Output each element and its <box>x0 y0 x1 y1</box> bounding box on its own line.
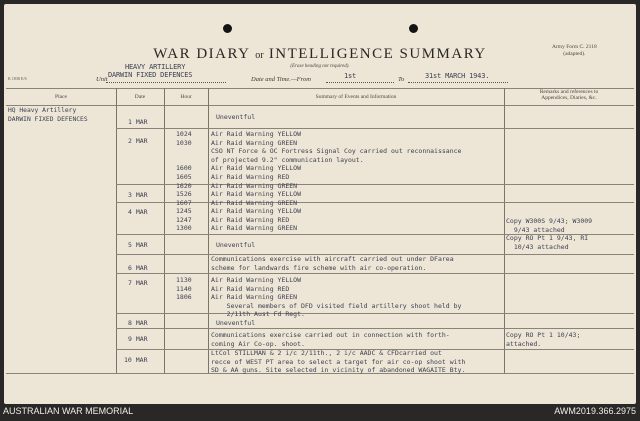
hour-cell: 1245 1247 1300 <box>176 207 192 233</box>
title-or: or <box>255 50 264 61</box>
summary-cell: Uneventful <box>216 241 256 249</box>
place-line2: DARWIN FIXED DEFENCES <box>8 115 88 123</box>
summary-cell: Air Raid Warning YELLOW Air Raid Warning GREEN CSO NT Force & OC Fortress Signal Coy carried out reconnaissance of projected 9.2" communication layout. Air Raid Warning YELLOW Air Raid Warning RED Air Raid Warning GREEN <box>211 130 462 190</box>
col-header-summary: Summary of Events and Information <box>315 94 397 100</box>
col-header-remarks <box>504 89 634 101</box>
date-cell: 5 MAR <box>128 241 148 249</box>
footer-institution: AUSTRALIAN WAR MEMORIAL <box>3 406 134 416</box>
date-time-label: Date and Time.—From <box>251 76 311 83</box>
from-date-value: 1st <box>344 72 357 80</box>
row-rule <box>116 128 634 129</box>
col-rule-place <box>116 88 117 374</box>
row-rule <box>116 328 634 329</box>
summary-cell: Communications exercise carried out in connection with forth- coming Air Co-op. shoot. <box>211 331 450 348</box>
unit-value-line1: HEAVY ARTILLERY <box>125 63 186 71</box>
col-header-hour: Hour <box>180 94 192 100</box>
col-rule-hour <box>208 88 209 374</box>
form-title <box>4 46 636 63</box>
unit-underline <box>106 82 226 83</box>
col-rule-date <box>164 88 165 374</box>
date-cell: 1 MAR <box>128 118 148 126</box>
army-form-number: Army Form C. 2118 <box>552 44 597 50</box>
date-cell: 2 MAR <box>128 137 148 145</box>
footer-accession-number: AWM2019.366.2975 <box>554 406 636 416</box>
to-date-value: 31st MARCH 1943. <box>425 72 490 80</box>
col-header-place: Place <box>55 94 67 100</box>
date-cell: 8 MAR <box>128 319 148 327</box>
unit-value-line2: DARWIN FIXED DEFENCES <box>108 71 193 79</box>
summary-cell: Uneventful <box>216 113 256 121</box>
punch-hole-right <box>409 24 418 33</box>
remarks-header-line1: Remarks and references to <box>539 89 599 95</box>
remarks-header-line2: Appendices, Diaries, &c. <box>541 95 597 101</box>
hour-cell: 1130 1140 1806 <box>176 276 192 302</box>
to-label: To <box>398 76 405 83</box>
to-underline <box>408 82 508 83</box>
remarks-cell: Copy RO Pt 1 10/43; attached. <box>506 331 581 348</box>
remarks-cell: Copy W300S 9/43; W3009 9/43 attached Copy RO Pt 1 9/43, RI 10/43 attached <box>506 217 593 251</box>
hour-cell: 1024 1030 1600 1605 1620 <box>176 130 192 190</box>
row-rule <box>116 202 634 203</box>
table-header-rule <box>6 105 634 106</box>
summary-cell: Uneventful <box>216 319 256 327</box>
row-rule <box>116 273 634 274</box>
date-cell: 7 MAR <box>128 279 148 287</box>
place-value <box>8 107 88 124</box>
summary-cell: Air Raid Warning YELLOW Air Raid Warning GREEN <box>211 190 302 207</box>
punch-hole-left <box>223 24 232 33</box>
from-underline <box>326 82 394 83</box>
war-diary-page <box>4 4 636 404</box>
unit-label: Unit <box>96 76 108 83</box>
summary-cell: Communications exercise with aircraft carried out under DFarea scheme for landwards fire scheme with air co-operation. <box>211 255 454 272</box>
date-cell: 9 MAR <box>128 335 148 343</box>
army-form-adapted: (adapted). <box>563 51 586 57</box>
col-header-date: Date <box>134 94 146 100</box>
place-line1: HQ Heavy Artillery <box>8 107 77 114</box>
col-rule-summary <box>504 88 505 374</box>
hour-cell: 1526 1607 <box>176 190 192 207</box>
summary-cell: Air Raid Warning YELLOW Air Raid Warning RED Air Raid Warning GREEN Several members of DFD visited field artillery shoot held by 2/11th Aust Fd Regt. <box>211 276 462 319</box>
title-intelligence-summary: INTELLIGENCE SUMMARY <box>268 46 487 62</box>
summary-cell: LtCol STILLMAN & 2 i/c 2/11th., 2 i/c AADC & CFDcarried out recce of WEST PT area to select a target for air co-op shoot with SD & AA guns. Site selected in vicinity of abandoned WAGAITE Bty. <box>211 349 466 375</box>
title-war-diary: WAR DIARY <box>153 46 250 62</box>
print-code: K 1838 E/S <box>8 76 27 81</box>
army-form-label <box>552 44 597 58</box>
summary-cell: Air Raid Warning YELLOW Air Raid Warning RED Air Raid Warning GREEN <box>211 207 302 233</box>
date-cell: 4 MAR <box>128 208 148 216</box>
date-cell: 3 MAR <box>128 191 148 199</box>
form-subtitle: (Erase heading not required). <box>290 64 350 69</box>
date-cell: 6 MAR <box>128 264 148 272</box>
date-cell: 10 MAR <box>124 356 148 364</box>
